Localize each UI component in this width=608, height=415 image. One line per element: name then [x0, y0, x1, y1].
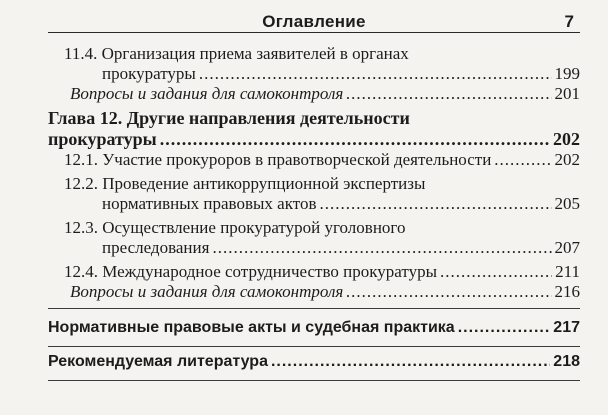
toc-entry-questions-11-text: Вопросы и задания для самоконтроля [70, 84, 344, 103]
header-title: Оглавление [262, 12, 366, 31]
toc-entry-11-4-line1: 11.4. Организация приема заявителей в органах [64, 44, 409, 63]
header-page-number: 7 [564, 12, 574, 31]
toc-entry-12-2-line2: нормативных правовых актов [102, 194, 317, 213]
toc-entry-12-3-line1: 12.3. Осуществление прокуратурой уголовного [64, 218, 406, 237]
section-divider [48, 380, 580, 381]
running-header [48, 8, 580, 33]
toc-entry-12-2-page: 205 [554, 194, 580, 213]
toc-entry-12-3-line2: преследования [102, 238, 210, 257]
dot-leader [199, 64, 552, 84]
toc-entry-normative-acts[interactable] [48, 318, 580, 338]
toc-entry-questions-12[interactable] [48, 282, 580, 302]
toc-entry-12-1-text: 12.1. Участие прокуроров в правотворческой деятельности [64, 150, 492, 169]
toc-entry-11-4[interactable] [48, 44, 580, 84]
toc-entry-questions-11[interactable] [48, 84, 580, 104]
dot-leader [346, 84, 551, 104]
toc-entry-11-4-line2: прокуратуры [102, 64, 196, 83]
toc-entry-literature[interactable] [48, 352, 580, 372]
toc-entry-12-4-page: 211 [555, 262, 580, 281]
toc-entry-literature-page: 218 [553, 353, 580, 370]
table-of-contents [48, 44, 580, 302]
toc-entry-12-1[interactable] [48, 150, 580, 170]
toc-entry-12-1-page: 202 [554, 150, 580, 169]
dot-leader [346, 282, 551, 302]
dot-leader [212, 238, 551, 258]
section-divider [48, 308, 580, 309]
toc-chapter-12[interactable] [48, 108, 580, 150]
toc-entry-12-3-page: 207 [554, 238, 580, 257]
toc-entry-12-3[interactable] [48, 218, 580, 258]
toc-entry-12-2[interactable] [48, 174, 580, 214]
dot-leader [319, 194, 551, 214]
toc-entry-questions-12-page: 216 [554, 282, 580, 301]
toc-entry-12-4-text: 12.4. Международное сотрудничество прокуратуры [64, 262, 437, 281]
toc-chapter-12-line2: прокуратуры [48, 129, 157, 149]
toc-entry-12-2-line1: 12.2. Проведение антикоррупционной экспертизы [64, 174, 426, 193]
dot-leader [271, 352, 550, 372]
toc-entry-normative-acts-text: Нормативные правовые акты и судебная практика [48, 319, 455, 336]
dot-leader [458, 318, 551, 338]
toc-chapter-12-page: 202 [553, 129, 580, 149]
dot-leader [440, 262, 552, 282]
toc-entry-12-4[interactable] [48, 262, 580, 282]
toc-entry-11-4-page: 199 [554, 64, 580, 83]
dot-leader [494, 150, 551, 170]
toc-entry-questions-12-text: Вопросы и задания для самоконтроля [70, 282, 344, 301]
toc-entry-questions-11-page: 201 [554, 84, 580, 103]
dot-leader [160, 129, 550, 150]
toc-entry-literature-text: Рекомендуемая литература [48, 353, 268, 370]
toc-chapter-12-line1: Глава 12. Другие направления деятельности [48, 108, 410, 128]
section-divider [48, 346, 580, 347]
toc-entry-normative-acts-page: 217 [553, 319, 580, 336]
